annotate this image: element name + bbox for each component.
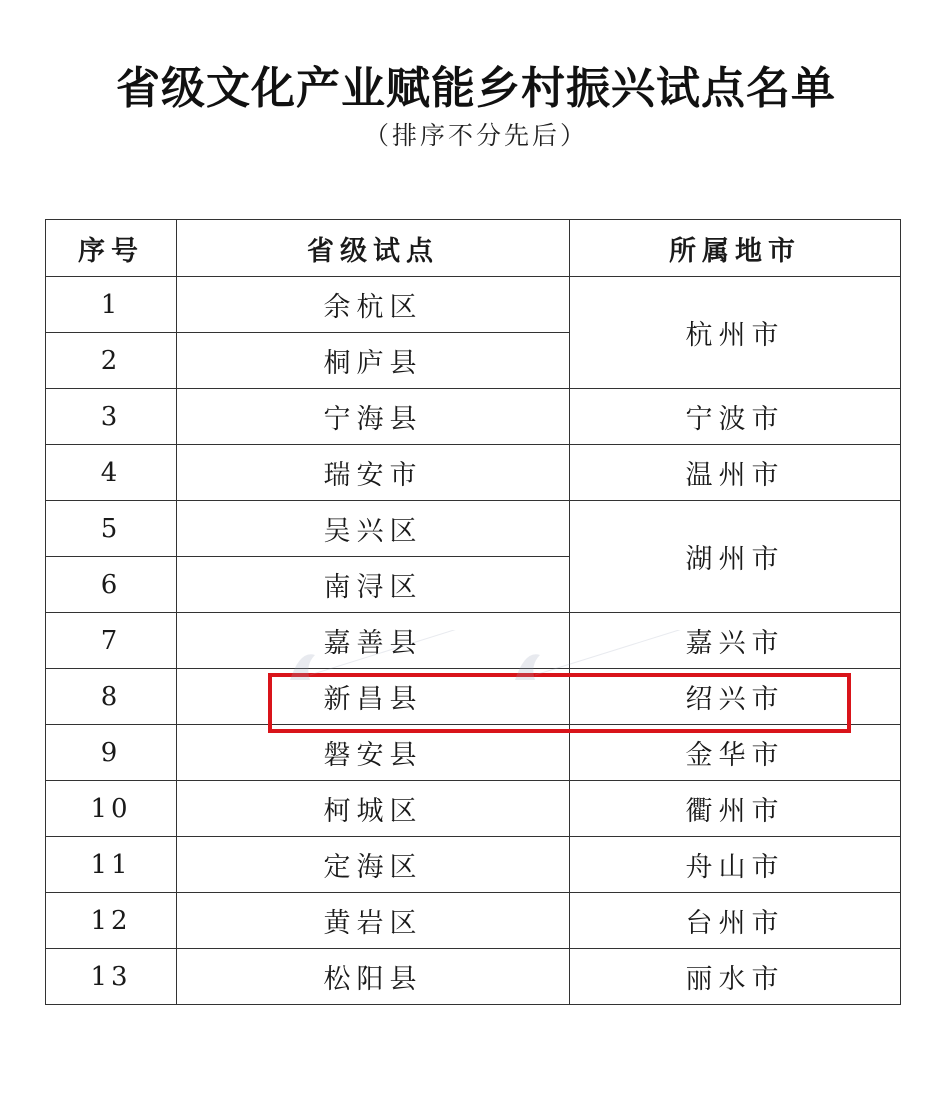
table-row-highlighted: [46, 669, 901, 725]
document-subtitle: （排序不分先后）: [363, 121, 588, 150]
row-city: 温州市: [570, 445, 901, 501]
table-row: [46, 725, 901, 781]
table-row: [46, 949, 901, 1005]
table-row: [46, 277, 901, 333]
row-pilot: 南浔区: [177, 557, 570, 613]
row-index: 10: [46, 781, 177, 837]
row-city: 台州市: [570, 893, 901, 949]
header-city: 所属地市: [570, 220, 901, 277]
header-pilot: 省级试点: [177, 220, 570, 277]
row-index: 3: [46, 389, 177, 445]
row-index: 9: [46, 725, 177, 781]
row-pilot: 瑞安市: [177, 445, 570, 501]
table-row: [46, 501, 901, 557]
row-pilot: 吴兴区: [177, 501, 570, 557]
pilot-list-table: [45, 219, 901, 1005]
row-pilot: 定海区: [177, 837, 570, 893]
row-city: 湖州市: [570, 501, 901, 613]
row-pilot: 柯城区: [177, 781, 570, 837]
row-city: 杭州市: [570, 277, 901, 389]
row-city: 丽水市: [570, 949, 901, 1005]
table-row: [46, 445, 901, 501]
row-index: 5: [46, 501, 177, 557]
table-row: [46, 781, 901, 837]
row-pilot: 黄岩区: [177, 893, 570, 949]
header-index: 序号: [46, 220, 177, 277]
row-pilot: 磐安县: [177, 725, 570, 781]
row-pilot: 余杭区: [177, 277, 570, 333]
table-header-row: [46, 220, 901, 277]
row-city: 绍兴市: [570, 669, 901, 725]
row-index: 8: [46, 669, 177, 725]
row-index: 1: [46, 277, 177, 333]
row-pilot: 宁海县: [177, 389, 570, 445]
row-city: 金华市: [570, 725, 901, 781]
row-pilot: 桐庐县: [177, 333, 570, 389]
row-index: 4: [46, 445, 177, 501]
row-index: 7: [46, 613, 177, 669]
row-pilot: 松阳县: [177, 949, 570, 1005]
row-city: 舟山市: [570, 837, 901, 893]
table-row: [46, 893, 901, 949]
row-index: 12: [46, 893, 177, 949]
table-row: [46, 613, 901, 669]
row-pilot: 嘉善县: [177, 613, 570, 669]
table-row: [46, 389, 901, 445]
row-city: 衢州市: [570, 781, 901, 837]
row-pilot: 新昌县: [177, 669, 570, 725]
row-index: 6: [46, 557, 177, 613]
row-index: 11: [46, 837, 177, 893]
row-city: 宁波市: [570, 389, 901, 445]
document-title: 省级文化产业赋能乡村振兴试点名单: [116, 63, 836, 114]
row-index: 13: [46, 949, 177, 1005]
table-row: [46, 837, 901, 893]
row-index: 2: [46, 333, 177, 389]
row-city: 嘉兴市: [570, 613, 901, 669]
